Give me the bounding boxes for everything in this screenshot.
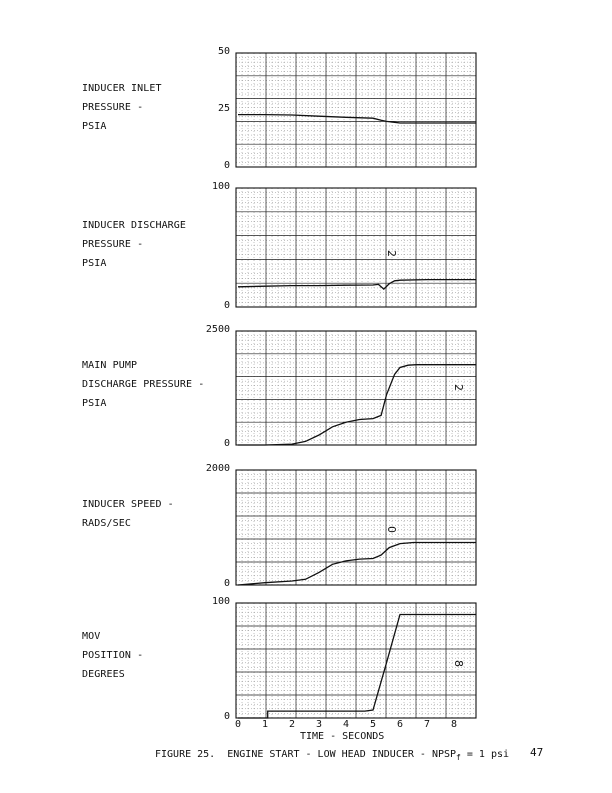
x-tick-label: 5 [369,719,377,730]
panel-label-line: DISCHARGE PRESSURE - [82,379,205,390]
panel-label-line: RADS/SEC [82,518,131,529]
x-tick-label: 2 [288,719,296,730]
panel-label-line: PSIA [82,398,107,409]
y-tick-label: 0 [223,300,230,311]
panel-label-line: MAIN PUMP [82,360,138,371]
y-tick-label: 50 [217,46,230,57]
y-tick-label: 25 [217,103,230,114]
panel-label-line: PRESSURE - [82,239,144,250]
x-tick-label: 4 [342,719,350,730]
x-tick-label: 3 [315,719,323,730]
x-tick-label: 1 [261,719,269,730]
data-series-line [238,543,476,586]
panel-label-line: PRESSURE - [82,102,144,113]
x-axis-label: TIME - SECONDS [300,731,385,742]
panel-label-line: DEGREES [82,669,125,680]
chart-panel-2 [236,188,476,307]
data-series-line [238,615,476,719]
panel-label-line: PSIA [82,121,107,132]
trace-annotation: 2 [385,250,398,257]
y-tick-label: 100 [211,596,230,607]
panel-label-1 [82,79,162,136]
x-tick-label: 0 [234,719,242,730]
panel-label-line: INDUCER DISCHARGE [82,220,187,231]
y-tick-label: 0 [223,578,230,589]
panel-label-4 [82,495,174,533]
chart-panel-4 [236,470,476,585]
panel-label-5 [82,627,143,684]
caption-suffix: = 1 psi [460,749,510,760]
x-tick-label: 7 [423,719,431,730]
panel-label-line: INDUCER SPEED - [82,499,174,510]
trace-annotation: 2 [452,384,465,391]
chart-panel-1 [236,53,476,167]
y-tick-label: 2000 [205,463,230,474]
trace-annotation: 8 [452,660,465,667]
panel-label-2 [82,216,186,273]
page-number: 47 [530,746,544,759]
y-tick-label: 0 [223,160,230,171]
panel-label-line: INDUCER INLET [82,83,162,94]
y-tick-label: 0 [223,438,230,449]
chart-panel-3 [236,331,476,445]
figure-caption [155,749,509,762]
panel-label-3 [82,356,204,413]
y-tick-label: 0 [223,711,230,722]
y-tick-label: 100 [211,181,230,192]
panel-label-line: POSITION - [82,650,144,661]
panel-label-line: PSIA [82,258,107,269]
x-tick-label: 6 [396,719,404,730]
trace-annotation: 0 [385,526,398,533]
panel-label-line: MOV [82,631,101,642]
x-tick-label: 8 [450,719,458,730]
caption-prefix: FIGURE 25. ENGINE START - LOW HEAD INDUCER - NPSP [155,749,457,760]
data-series-line [238,280,476,290]
chart-panel-5 [236,603,476,718]
y-tick-label: 2500 [205,324,230,335]
caption-subscript: f [456,753,461,762]
